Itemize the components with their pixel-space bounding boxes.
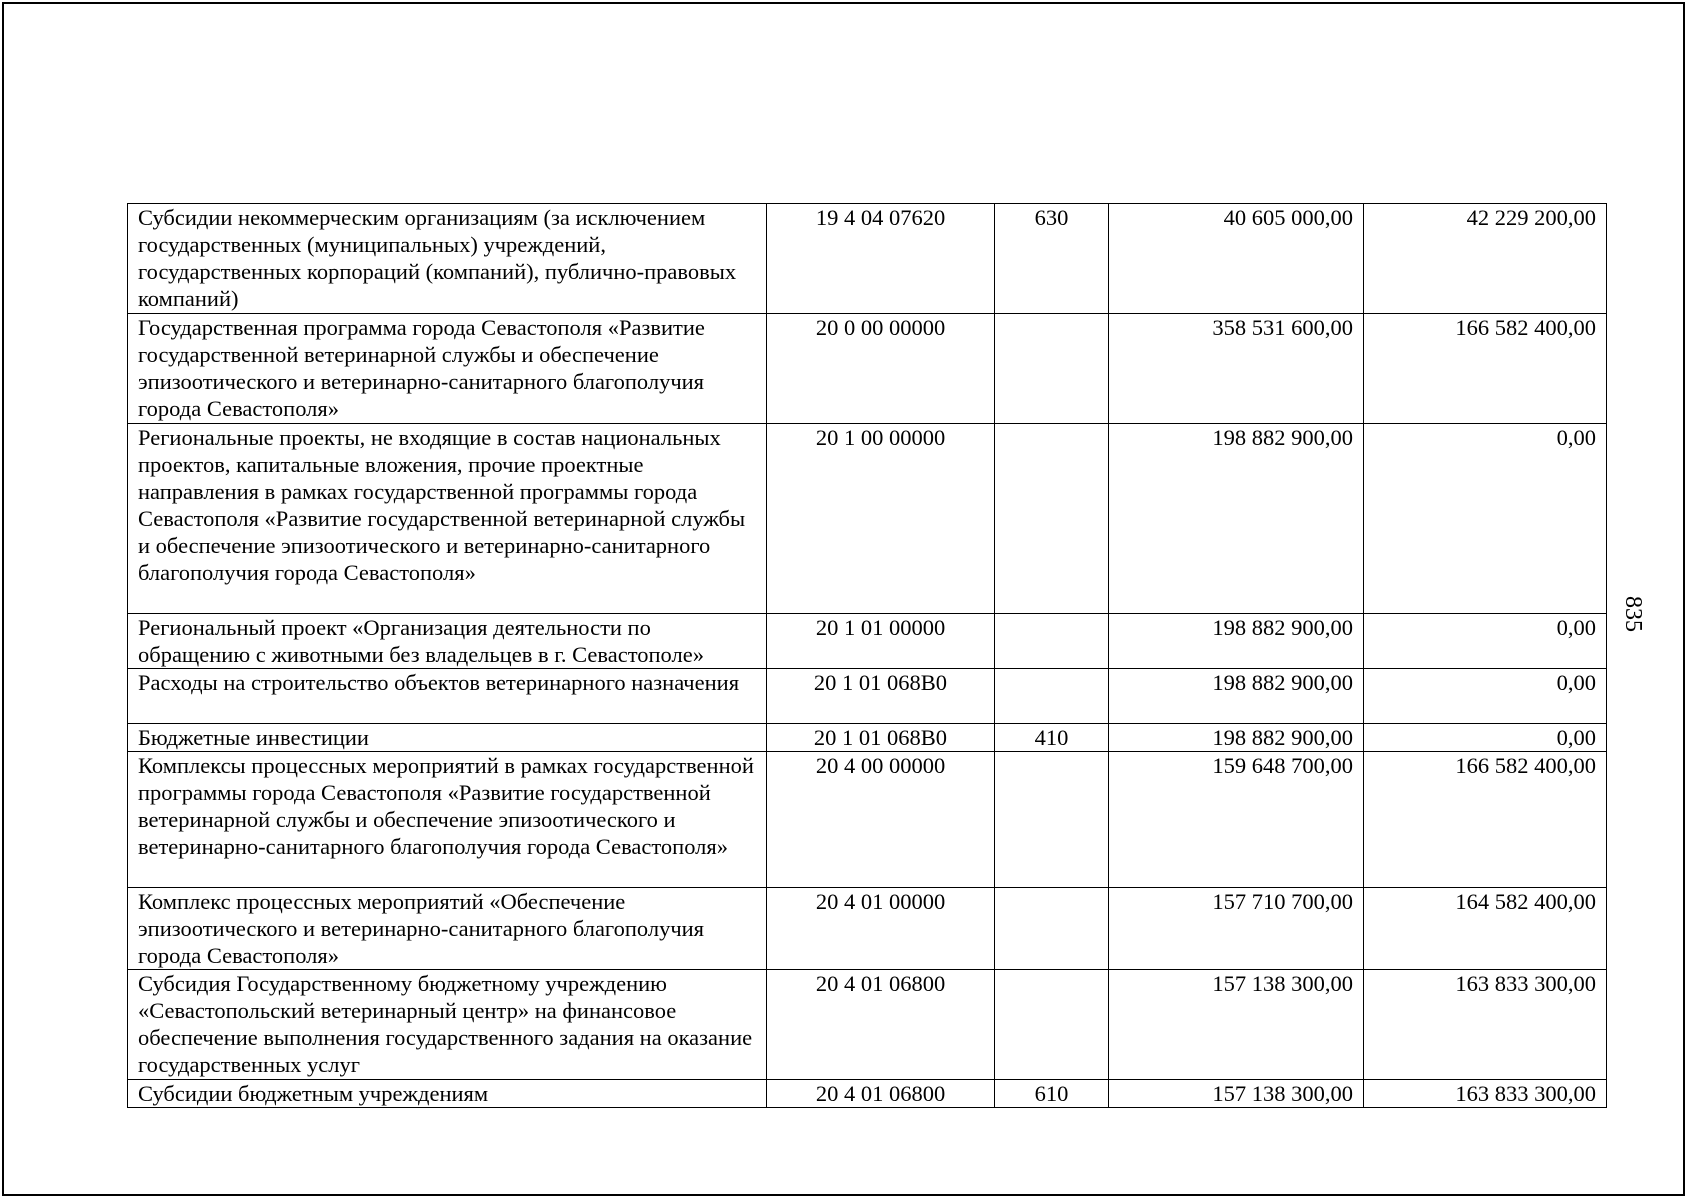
row-name: Бюджетные инвестиции	[128, 724, 767, 752]
row-code: 20 0 00 00000	[767, 314, 995, 424]
row-amount-2: 166 582 400,00	[1364, 752, 1607, 888]
row-code: 20 4 01 06800	[767, 970, 995, 1080]
row-name: Региональный проект «Организация деятельности по обращению с животными без владельцев в г. Севастополе»	[128, 614, 767, 669]
row-amount-2: 163 833 300,00	[1364, 1080, 1607, 1108]
row-name: Субсидия Государственному бюджетному учреждению «Севастопольский ветеринарный центр» на финансовое обеспечение выполнения государственного задания на оказание государственных услуг	[128, 970, 767, 1080]
row-amount-1: 157 710 700,00	[1109, 888, 1364, 970]
row-amount-1: 198 882 900,00	[1109, 724, 1364, 752]
table-row	[128, 970, 1607, 1080]
row-code: 20 1 00 00000	[767, 424, 995, 614]
row-amount-2: 0,00	[1364, 724, 1607, 752]
row-amount-2: 42 229 200,00	[1364, 204, 1607, 314]
row-amount-1: 358 531 600,00	[1109, 314, 1364, 424]
row-name: Субсидии некоммерческим организациям (за исключением государственных (муниципальных) учреждений, государственных корпораций (компаний), публично-правовых компаний)	[128, 204, 767, 314]
row-expense-type	[995, 424, 1109, 614]
row-amount-1: 159 648 700,00	[1109, 752, 1364, 888]
row-amount-2: 163 833 300,00	[1364, 970, 1607, 1080]
table-row	[128, 614, 1607, 669]
row-name: Государственная программа города Севастополя «Развитие государственной ветеринарной службы и обеспечение эпизоотического и ветеринарно-санитарного благополучия города Севастополя»	[128, 314, 767, 424]
table-row	[128, 204, 1607, 314]
row-amount-1: 157 138 300,00	[1109, 1080, 1364, 1108]
row-code: 20 4 01 00000	[767, 888, 995, 970]
row-amount-1: 198 882 900,00	[1109, 614, 1364, 669]
row-expense-type	[995, 614, 1109, 669]
row-expense-type	[995, 752, 1109, 888]
row-name: Комплекс процессных мероприятий «Обеспечение эпизоотического и ветеринарно-санитарного благополучия города Севастополя»	[128, 888, 767, 970]
row-amount-2: 0,00	[1364, 614, 1607, 669]
row-expense-type: 630	[995, 204, 1109, 314]
row-amount-1: 40 605 000,00	[1109, 204, 1364, 314]
row-expense-type	[995, 669, 1109, 724]
row-expense-type	[995, 970, 1109, 1080]
row-name: Региональные проекты, не входящие в состав национальных проектов, капитальные вложения, прочие проектные направления в рамках государственной программы города Севастополя «Развитие государственной ветеринарной службы и обеспечение эпизоотического и ветеринарно-санитарного благополучия города Севастополя»	[128, 424, 767, 614]
row-name: Комплексы процессных мероприятий в рамках государственной программы города Севастополя «Развитие государственной ветеринарной службы и обеспечение эпизоотического и ветеринарно-санитарного благополучия города Севастополя»	[128, 752, 767, 888]
row-code: 20 4 01 06800	[767, 1080, 995, 1108]
row-amount-1: 198 882 900,00	[1109, 669, 1364, 724]
row-code: 20 1 01 068В0	[767, 724, 995, 752]
row-expense-type	[995, 314, 1109, 424]
row-expense-type	[995, 888, 1109, 970]
row-amount-2: 0,00	[1364, 669, 1607, 724]
row-expense-type: 610	[995, 1080, 1109, 1108]
row-code: 20 4 00 00000	[767, 752, 995, 888]
page-number: 835	[1620, 596, 1646, 632]
table-row	[128, 669, 1607, 724]
table-row	[128, 724, 1607, 752]
row-amount-2: 164 582 400,00	[1364, 888, 1607, 970]
table-row	[128, 314, 1607, 424]
row-amount-1: 198 882 900,00	[1109, 424, 1364, 614]
row-amount-2: 166 582 400,00	[1364, 314, 1607, 424]
table-row	[128, 1080, 1607, 1108]
row-code: 20 1 01 00000	[767, 614, 995, 669]
row-name: Расходы на строительство объектов ветеринарного назначения	[128, 669, 767, 724]
row-name: Субсидии бюджетным учреждениям	[128, 1080, 767, 1108]
table-row	[128, 752, 1607, 888]
row-code: 19 4 04 07620	[767, 204, 995, 314]
budget-table	[127, 203, 1607, 1108]
row-amount-1: 157 138 300,00	[1109, 970, 1364, 1080]
row-expense-type: 410	[995, 724, 1109, 752]
row-amount-2: 0,00	[1364, 424, 1607, 614]
table-row	[128, 424, 1607, 614]
row-code: 20 1 01 068В0	[767, 669, 995, 724]
table-row	[128, 888, 1607, 970]
